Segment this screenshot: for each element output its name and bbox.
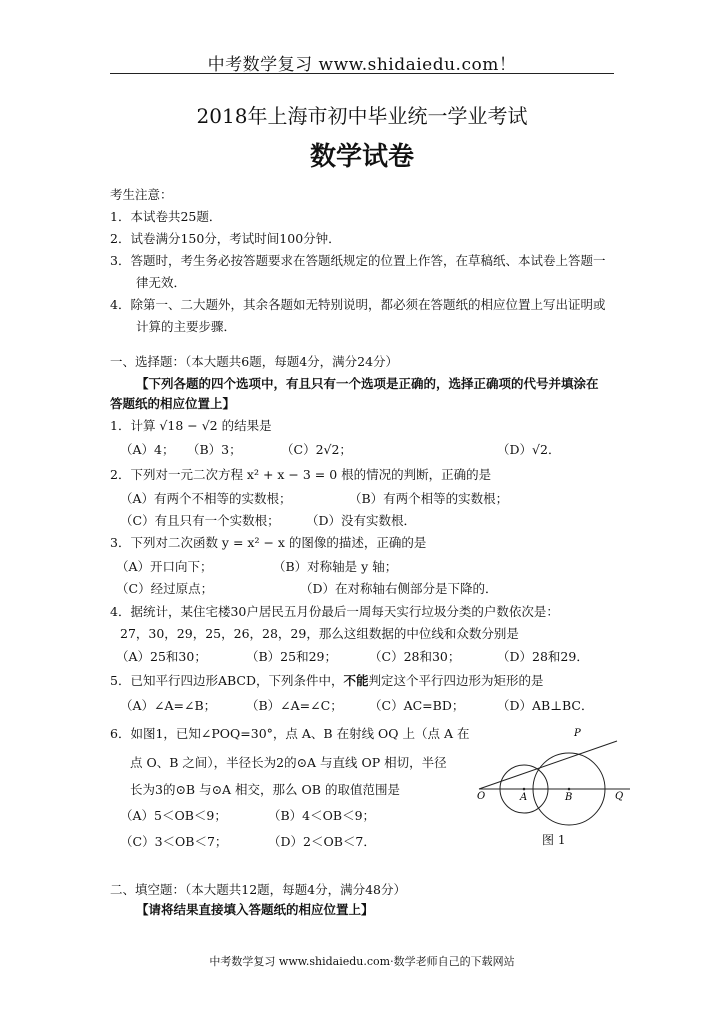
q1-stem: 1．计算 √18 − √2 的结果是: [110, 418, 272, 433]
q5-option-a: （A）∠A=∠B；: [120, 698, 217, 713]
point-a: [523, 788, 526, 791]
q4-option-b: （B）25和29；: [246, 649, 337, 664]
q6-stem-cont-2: 长为3的⊙B 与⊙A 相交，那么 OB 的取值范围是: [130, 782, 400, 797]
q2-option-d: （D）没有实数根．: [306, 513, 417, 528]
q3-option-b: （B）对称轴是 y 轴；: [273, 559, 398, 574]
section1-heading: 一、选择题：（本大题共6题，每题4分，满分24分）: [110, 354, 399, 369]
q3-stem: 3．下列对二次函数 y = x² − x 的图像的描述，正确的是: [110, 535, 427, 550]
q4-stem: 4．据统计，某住宅楼30户居民五月份最后一周每天实行垃圾分类的户数依次是：: [110, 604, 559, 619]
q6-option-c: （C）3＜OB＜7；: [120, 834, 228, 849]
q5-stem-emphasis: 不能: [343, 673, 369, 688]
q6-stem-cont-1: 点 O、B 之间），半径长为2的⊙A 与直线 OP 相切，半径: [130, 755, 447, 770]
q2-option-c: （C）有且只有一个实数根；: [120, 513, 280, 528]
notes-heading: 考生注意：: [110, 187, 173, 202]
q1-option-c: （C）2√2；: [281, 442, 352, 457]
q2-option-a: （A）有两个不相等的实数根；: [120, 491, 292, 506]
label-o: O: [477, 791, 486, 802]
q4-option-a: （A）25和30；: [116, 649, 207, 664]
q2-option-b: （B）有两个相等的实数根；: [349, 491, 509, 506]
q1-option-a: （A）4；: [120, 442, 175, 457]
q5-stem: [110, 671, 544, 689]
q6-option-a: （A）5＜OB＜9；: [120, 808, 227, 823]
q5-option-b: （B）∠A=∠C；: [246, 698, 343, 713]
note-4-cont: 计算的主要步骤．: [136, 319, 237, 334]
label-p: P: [574, 728, 581, 739]
q4-option-c: （C）28和30；: [369, 649, 461, 664]
exam-subtitle: 数学试卷: [309, 142, 414, 172]
header-divider: [110, 73, 614, 74]
q4-option-d: （D）28和29．: [497, 649, 589, 664]
q6-option-d: （D）2＜OB＜7．: [268, 834, 376, 849]
exam-title: 2018年上海市初中毕业统一学业考试: [196, 104, 528, 128]
q5-stem-pre: 5．已知平行四边形ABCD，下列条件中，: [110, 673, 344, 688]
page-header: 中考数学复习 www.shidaiedu.com！: [207, 55, 517, 75]
note-3-cont: 律无效．: [136, 275, 187, 290]
section1-instruction: 【下列各题的四个选项中，有且只有一个选项是正确的，选择正确项的代号并填涂在: [136, 376, 599, 391]
figure-caption: 图 1: [542, 833, 566, 847]
q5-stem-post: 判定这个平行四边形为矩形的是: [368, 673, 544, 688]
section2-instruction: 【请将结果直接填入答题纸的相应位置上】: [136, 902, 374, 917]
note-3: 3．答题时，考生务必按答题要求在答题纸规定的位置上作答，在草稿纸、本试卷上答题一: [110, 253, 606, 268]
q5-option-d: （D）AB⊥BC．: [497, 698, 594, 713]
q3-option-c: （C）经过原点；: [116, 581, 214, 596]
point-b: [568, 788, 571, 791]
q5-option-c: （C）AC=BD；: [369, 698, 465, 713]
section2-heading: 二、填空题：（本大题共12题，每题4分，满分48分）: [110, 882, 407, 897]
q2-stem: 2．下列对一元二次方程 x² + x − 3 = 0 根的情况的判断，正确的是: [110, 467, 492, 482]
note-1: 1．本试卷共25题．: [110, 209, 222, 224]
label-b: B: [565, 792, 573, 803]
q1-option-b: （B）3；: [187, 442, 242, 457]
section1-instruction-cont: 答题纸的相应位置上】: [110, 396, 236, 411]
q6-stem: 6．如图1，已知∠POQ=30°，点 A、B 在射线 OQ 上（点 A 在: [110, 726, 470, 741]
label-a: A: [520, 792, 528, 803]
note-2: 2．试卷满分150分，考试时间100分钟．: [110, 231, 341, 246]
note-4: 4．除第一、二大题外，其余各题如无特别说明，都必须在答题纸的相应位置上写出证明或: [110, 297, 606, 312]
page-footer: 中考数学复习 www.shidaiedu.com·数学老师自己的下载网站: [209, 955, 515, 968]
q3-option-d: （D）在对称轴右侧部分是下降的．: [300, 581, 498, 596]
q6-option-b: （B）4＜OB＜9；: [268, 808, 376, 823]
q4-stem-cont: 27，30，29，25，26，28，29，那么这组数据的中位线和众数分别是: [120, 626, 519, 641]
q1-option-d: （D）√2．: [497, 442, 561, 457]
q3-option-a: （A）开口向下；: [116, 559, 213, 574]
label-q: Q: [615, 791, 624, 802]
